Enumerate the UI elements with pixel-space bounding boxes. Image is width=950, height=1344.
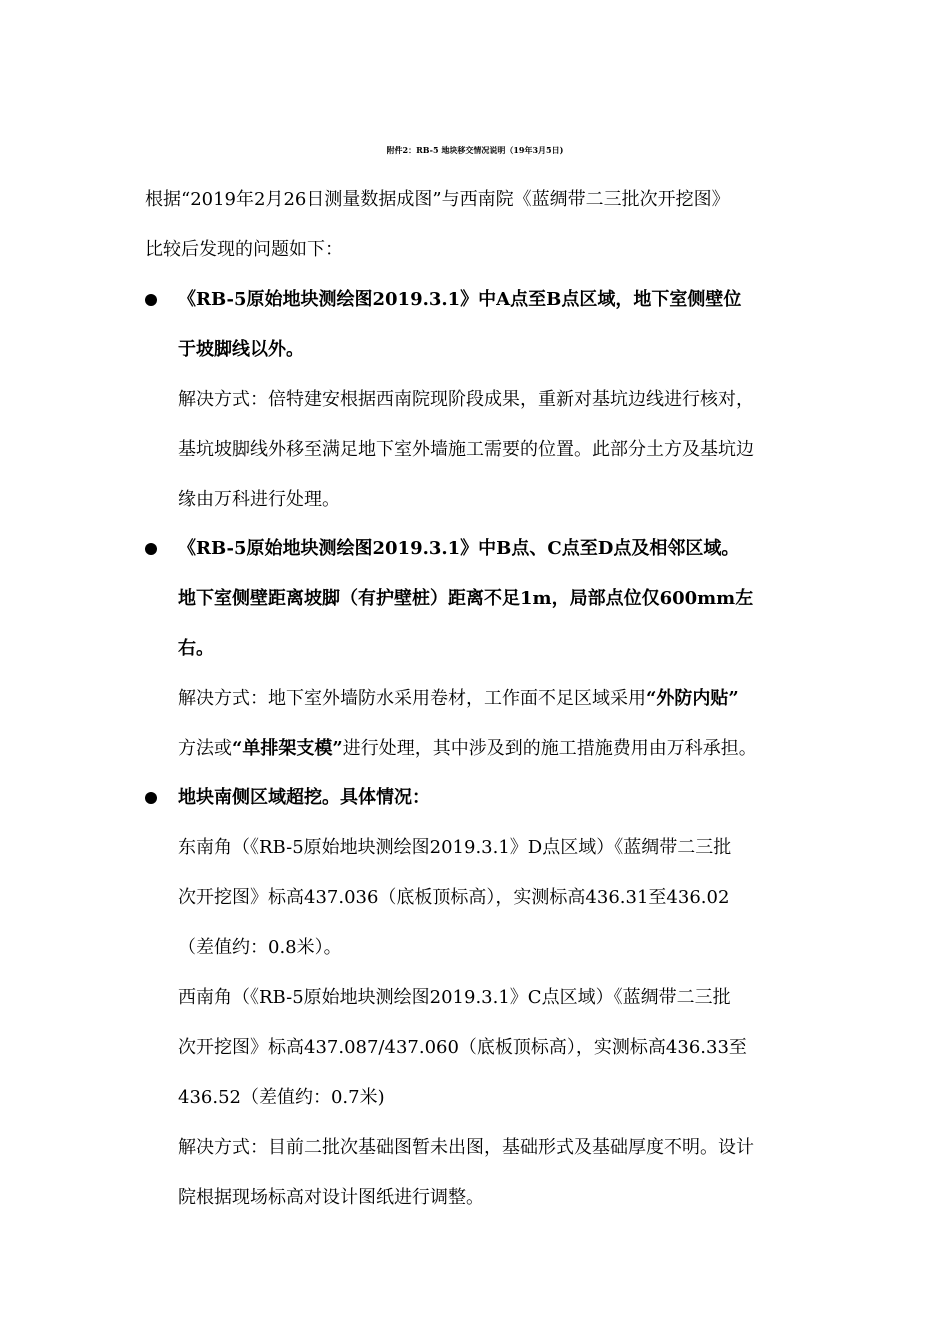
- section-3-body-line-1: 东南角（《RB-5原始地块测绘图2019.3.1》D点区域）《蓝绸带二三批: [178, 837, 732, 858]
- section-3-body-line-8: 院根据现场标高对设计图纸进行调整。: [178, 1187, 484, 1208]
- bullet-icon: [145, 294, 157, 306]
- section-2-heading-line-2: 地下室侧壁距离坡脚（有护壁桩）距离不足1m，局部点位仅600mm左: [178, 588, 754, 609]
- section-1-heading-line-2: 于坡脚线以外。: [178, 339, 304, 360]
- section-2-body-text: 进行处理，其中涉及到的施工措施费用由万科承担。: [342, 738, 757, 759]
- section-2-body-text: 解决方式：地下室外墙防水采用卷材，工作面不足区域采用: [178, 688, 646, 709]
- section-3-body-line-2: 次开挖图》标高437.036（底板顶标高），实测标高436.31至436.02: [178, 887, 730, 908]
- section-3-body-line-7: 解决方式：目前二批次基础图暂未出图，基础形式及基础厚度不明。设计: [178, 1137, 754, 1158]
- section-3-body-line-5: 次开挖图》标高437.087/437.060（底板顶标高），实测标高436.33至: [178, 1037, 747, 1058]
- section-2-emphasis-outer-waterproof: “外防内贴”: [646, 688, 739, 709]
- section-2-body-line-1: [178, 686, 739, 712]
- bullet-icon: [145, 792, 157, 804]
- section-1-heading-line-1: 《RB-5原始地块测绘图2019.3.1》中A点至B点区域，地下室侧壁位: [178, 289, 742, 310]
- section-2-emphasis-single-scaffold: “单排架支模”: [232, 738, 343, 759]
- section-1-body-line-1: 解决方式：倍特建安根据西南院现阶段成果，重新对基坑边线进行核对，: [178, 389, 754, 410]
- bullet-icon: [145, 543, 157, 555]
- intro-line-1: 根据“2019年2月26日测量数据成图”与西南院《蓝绸带二三批次开挖图》: [145, 189, 730, 210]
- section-1-body-line-2: 基坑坡脚线外移至满足地下室外墙施工需要的位置。此部分土方及基坑边: [178, 439, 754, 460]
- section-2-body-line-2: [178, 736, 757, 762]
- document-title: 附件2：RB-5 地块移交情况说明（19年3月5日): [386, 145, 564, 155]
- section-3-heading-line-1: 地块南侧区域超挖。具体情况：: [178, 787, 430, 808]
- section-3-body-line-6: 436.52（差值约：0.7米): [178, 1087, 385, 1108]
- section-3-body-line-3: （差值约：0.8米）。: [178, 937, 342, 958]
- section-2-heading-line-1: 《RB-5原始地块测绘图2019.3.1》中B点、C点至D点及相邻区域。: [178, 538, 740, 559]
- section-2-body-text: 方法或: [178, 738, 232, 759]
- intro-line-2: 比较后发现的问题如下：: [145, 239, 343, 260]
- section-1-body-line-3: 缘由万科进行处理。: [178, 489, 340, 510]
- section-3-body-line-4: 西南角（《RB-5原始地块测绘图2019.3.1》C点区域）《蓝绸带二三批: [178, 987, 731, 1008]
- section-2-heading-line-3: 右。: [178, 638, 214, 659]
